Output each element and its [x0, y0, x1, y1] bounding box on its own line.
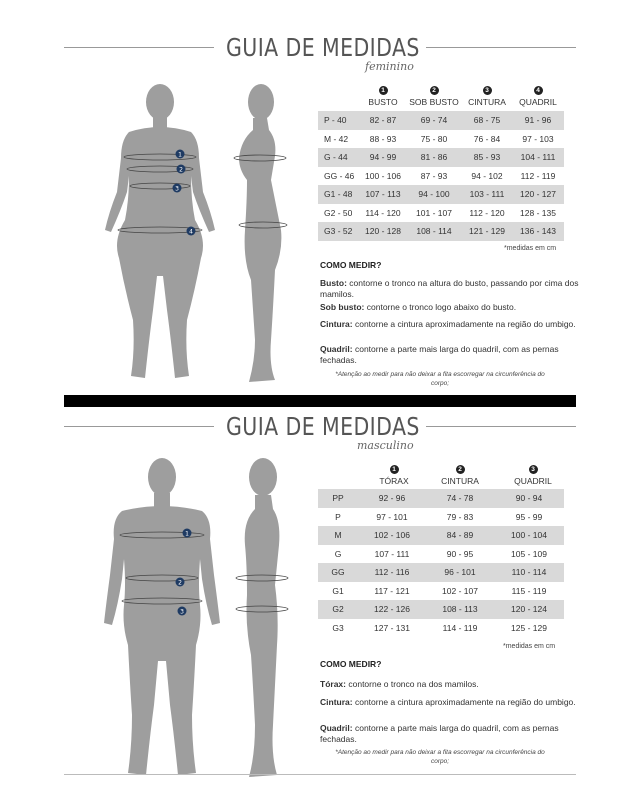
table-row: G1 - 48 107 - 113 94 - 100 103 - 111 120 - 127 — [318, 185, 564, 204]
col-header-sob-busto: 2 SOB BUSTO — [409, 87, 459, 107]
table-row: M - 42 88 - 93 75 - 80 76 - 84 97 - 103 — [324, 133, 554, 144]
unit-note: *medidas em cm — [504, 245, 557, 252]
title-rule-right — [426, 47, 576, 48]
table-row: G1 117 - 121 102 - 107 115 - 119 — [332, 585, 547, 596]
female-size-guide — [0, 0, 640, 395]
table-row: P 97 - 101 79 - 83 95 - 99 — [335, 511, 543, 522]
col-header-cintura: 2 CINTURA — [441, 466, 479, 486]
marker-2-label: 2 — [179, 166, 183, 174]
table-row: G3 127 - 131 114 - 119 125 - 129 — [332, 622, 547, 633]
male-front-figure — [100, 455, 225, 785]
male-side-figure — [225, 455, 300, 785]
how-cintura: Cintura: contorne a cintura aproximadamente na região do umbigo. — [320, 319, 576, 329]
how-cintura: Cintura: contorne a cintura aproximadamente na região do umbigo. — [320, 697, 576, 707]
col-number-1-icon: 1 — [379, 86, 388, 95]
warning-note: *Atenção ao medir para não deixar a fita escorregar na circunferência do corpo; — [335, 371, 545, 387]
marker-1-label: 1 — [185, 530, 189, 538]
unit-note: *medidas em cm — [503, 643, 556, 650]
table-row: GG - 46 100 - 106 87 - 93 94 - 102 112 - 119 — [324, 170, 556, 181]
table-row: PP 92 - 96 74 - 78 90 - 94 — [318, 489, 564, 508]
marker-2-label: 2 — [178, 579, 182, 587]
col-number-3-icon: 3 — [483, 86, 492, 95]
col-number-4-icon: 4 — [534, 86, 543, 95]
section-divider — [64, 395, 576, 407]
how-to-measure-title: COMO MEDIR? — [320, 659, 382, 669]
page-title: GUIA DE MEDIDAS — [226, 412, 420, 441]
page-title: GUIA DE MEDIDAS — [226, 33, 420, 62]
table-row: G - 44 94 - 99 81 - 86 85 - 93 104 - 111 — [318, 148, 564, 167]
how-to-measure-title: COMO MEDIR? — [320, 260, 382, 270]
female-side-figure — [225, 80, 300, 390]
title-rule-right — [426, 426, 576, 427]
table-row: GG 112 - 116 96 - 101 110 - 114 — [318, 563, 564, 582]
col-number-1-icon: 1 — [390, 465, 399, 474]
col-header-cintura: 3 CINTURA — [468, 87, 506, 107]
female-size-table — [318, 111, 564, 241]
title-rule-left — [64, 47, 214, 48]
marker-3-label: 3 — [180, 608, 184, 616]
bottom-rule — [64, 774, 576, 775]
page-subtitle: masculino — [357, 439, 414, 452]
how-quadril: Quadril: contorne a parte mais larga do quadril, com as pernas fechadas. — [320, 344, 559, 365]
female-front-figure — [95, 80, 225, 390]
col-header-torax: 1 TÓRAX — [379, 466, 409, 486]
table-row: P - 40 82 - 87 69 - 74 68 - 75 91 - 96 — [318, 111, 564, 130]
male-size-guide — [0, 407, 640, 800]
marker-4-label: 4 — [189, 228, 193, 236]
how-quadril: Quadril: contorne a parte mais larga do quadril, com as pernas fechadas. — [320, 723, 559, 744]
title-rule-left — [64, 426, 214, 427]
how-sob-busto: Sob busto: contorne o tronco logo abaixo do busto. — [320, 302, 517, 312]
col-number-2-icon: 2 — [456, 465, 465, 474]
marker-1-label: 1 — [178, 151, 182, 159]
page-subtitle: feminino — [365, 60, 414, 73]
col-header-quadril: 3 QUADRIL — [514, 466, 552, 486]
table-row: G 107 - 111 90 - 95 105 - 109 — [334, 548, 547, 559]
male-size-table — [318, 489, 564, 637]
table-row: M 102 - 106 84 - 89 100 - 104 — [318, 526, 564, 545]
marker-3-label: 3 — [175, 185, 179, 193]
table-row: G2 - 50 114 - 120 101 - 107 112 - 120 128 - 135 — [324, 207, 556, 218]
table-row: G2 122 - 126 108 - 113 120 - 124 — [318, 600, 564, 619]
how-busto: Busto: contorne o tronco na altura do busto, passando por cima dos mamilos. — [320, 278, 579, 299]
table-row: G3 - 52 120 - 128 108 - 114 121 - 129 136 - 143 — [318, 222, 564, 241]
col-header-busto: 1 BUSTO — [368, 87, 398, 107]
col-header-quadril: 4 QUADRIL — [519, 87, 557, 107]
warning-note: *Atenção ao medir para não deixar a fita escorregar na circunferência do corpo; — [335, 749, 545, 765]
col-number-3-icon: 3 — [529, 465, 538, 474]
col-number-2-icon: 2 — [430, 86, 439, 95]
how-torax: Tórax: contorne o tronco na dos mamilos. — [320, 679, 479, 689]
